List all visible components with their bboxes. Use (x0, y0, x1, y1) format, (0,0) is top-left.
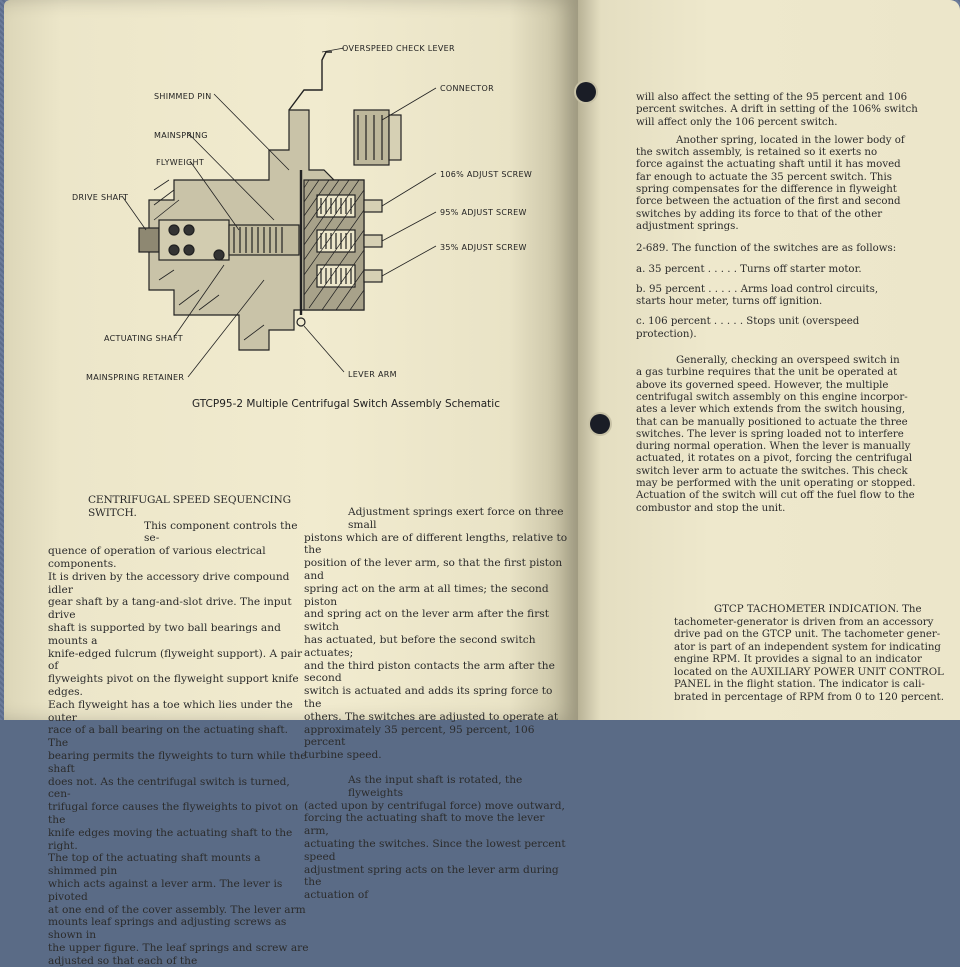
text-line: others. The switches are adjusted to operate at (304, 710, 559, 723)
text-line: protection). (636, 328, 697, 340)
text-line: percent switches. A drift in setting of the 106% switch (636, 104, 918, 116)
binder-hole-top (576, 82, 596, 102)
text-line: combustor and stop the unit. (636, 502, 786, 514)
text-line: mounts leaf springs and adjusting screws as shown in (48, 916, 287, 942)
label-106-adjust-screw: 106% ADJUST SCREW (440, 170, 533, 179)
text-line: a. 35 percent . . . . . Turns off starter motor. (636, 263, 862, 275)
text-line: that can be manually positioned to actuate the three (636, 416, 908, 428)
figure-caption: GTCP95-2 Multiple Centrifugal Switch Assembly Schematic (192, 398, 500, 410)
right-column-text (636, 92, 954, 515)
text-line: Generally, checking an overspeed switch in (676, 355, 900, 367)
text-line: adjustment springs. (636, 220, 739, 232)
text-line: This component controls the se- (144, 519, 298, 545)
text-line: It is driven by the accessory drive compound idler (48, 570, 290, 596)
text-line: and the third piston contacts the arm after the second (304, 659, 555, 685)
text-line: adjusted so that each of the (48, 954, 198, 967)
text-line: switches by adding its force to that of the other (636, 208, 883, 220)
text-line: above its governed speed. However, the multiple (636, 379, 889, 391)
text-line: will also affect the setting of the 95 percent and 106 (636, 92, 908, 103)
text-line: the upper figure. The leaf springs and screw are (48, 941, 309, 954)
text-line: located on the AUXILIARY POWER UNIT CONTROL (674, 666, 944, 678)
text-line: bearing permits the flyweights to turn while the shaft (48, 749, 307, 775)
text-line: Adjustment springs exert force on three small (348, 506, 564, 531)
text-line (636, 341, 954, 355)
text-line: engine RPM. It provides a signal to an indicator (674, 654, 922, 665)
label-overspeed-check-lever: OVERSPEED CHECK LEVER (342, 44, 455, 53)
text-line: (acted upon by centrifugal force) move outward, (304, 799, 565, 812)
label-mainspring: MAINSPRING (154, 131, 208, 140)
text-line: position of the lever arm, so that the first piston and (304, 557, 563, 582)
text-line: actuating the switches. Since the lowest percent speed (304, 837, 566, 863)
text-line: pistons which are of different lengths, relative to the (304, 531, 568, 557)
text-line: b. 95 percent . . . . . Arms load control circuits, (636, 283, 879, 295)
label-35-adjust-screw: 35% ADJUST SCREW (440, 243, 527, 252)
text-line: knife-edged fulcrum (flyweight support). A pair of (48, 647, 303, 673)
text-line: knife edges moving the actuating shaft to the right. (48, 826, 293, 852)
text-line: quence of operation of various electrical components. (48, 545, 266, 570)
text-line: and spring act on the lever arm after the first switch (304, 608, 549, 634)
text-line: flyweights pivot on the flyweight support knife edges. (48, 673, 299, 698)
text-line: c. 106 percent . . . . . Stops unit (overspeed (636, 316, 860, 328)
text-line: race of a ball bearing on the actuating shaft. The (48, 724, 288, 750)
left-page (4, 0, 578, 967)
left-column-text (48, 494, 310, 967)
label-lever-arm: LEVER ARM (348, 370, 397, 379)
text-line: ates a lever which extends from the switch housing, (636, 404, 906, 416)
text-line: a gas turbine requires that the unit be operated at (636, 367, 898, 379)
label-95-adjust-screw: 95% ADJUST SCREW (440, 208, 527, 217)
text-line (636, 276, 954, 284)
text-line: force between the actuation of the first and second (636, 196, 901, 208)
text-line: tachometer-generator is driven from an accessory (674, 616, 934, 628)
text-line: drive pad on the GTCP unit. The tachometer gener- (674, 629, 941, 640)
label-mainspring-retainer: MAINSPRING RETAINER (86, 373, 185, 382)
text-line: actuation of (304, 889, 369, 902)
text-line: Another spring, located in the lower body of (676, 134, 905, 146)
label-drive-shaft: DRIVE SHAFT (72, 193, 129, 202)
text-line: adjustment spring acts on the lever arm during the (304, 863, 559, 889)
text-line: force against the actuating shaft until it has moved (636, 159, 901, 171)
text-line: trifugal force causes the flyweights to pivot on the (48, 801, 299, 826)
label-shimmed-pin: SHIMMED PIN (154, 92, 212, 101)
text-line: PANEL in the flight station. The indicator is cali- (674, 679, 925, 690)
text-line: turbine speed. (304, 749, 382, 762)
text-line: does not. As the centrifugal switch is turned, cen- (48, 775, 290, 801)
label-actuating-shaft: ACTUATING SHAFT (104, 334, 183, 343)
text-line: brated in percentage of RPM from 0 to 120 percent. (674, 691, 945, 703)
text-line: forcing the actuating shaft to move the lever arm, (304, 812, 545, 838)
text-line (636, 233, 954, 243)
text-line: switches. The lever is spring loaded not to interfere (636, 428, 904, 440)
right-page (578, 0, 960, 720)
tachometer-section-text (674, 604, 958, 704)
text-line: ator is part of an independent system for indicating (674, 641, 941, 653)
text-line: far enough to actuate the 35 percent switch. This (636, 171, 892, 183)
text-line: approximately 35 percent, 95 percent, 106 percent (304, 723, 535, 749)
text-line: during normal operation. When the lever is manually (636, 441, 911, 453)
text-line: actuated, it rotates on a pivot, forcing the centrifugal (636, 453, 913, 465)
text-line: gear shaft by a tang-and-slot drive. The input drive (48, 596, 292, 622)
text-line: at one end of the cover assembly. The lever arm (48, 903, 306, 916)
text-line (304, 762, 572, 774)
text-line: 2-689. The function of the switches are as follows: (636, 243, 897, 255)
text-line: may be performed with the unit operating or stopped. (636, 478, 916, 490)
text-line: centrifugal switch assembly on this engine incorpor- (636, 391, 908, 403)
binder-hole-bottom (590, 414, 610, 434)
text-line: switch lever arm to actuate the switches. This check (636, 465, 908, 477)
text-line: the switch assembly, is retained so it exerts no (636, 147, 878, 159)
label-flyweight: FLYWEIGHT (156, 158, 205, 167)
text-line: starts hour meter, turns off ignition. (636, 296, 823, 308)
text-line (636, 256, 954, 264)
label-connector: CONNECTOR (440, 84, 494, 93)
text-line: spring compensates for the difference in flyweight (636, 184, 897, 196)
text-line: shaft is supported by two ball bearings and mounts a (48, 621, 281, 647)
text-line: The top of the actuating shaft mounts a shimmed pin (48, 852, 261, 878)
text-line: As the input shaft is rotated, the flyweights (348, 773, 523, 799)
text-line: has actuated, but before the second switch actuates; (304, 633, 536, 659)
text-line: spring act on the arm at all times; the second piston (304, 582, 549, 608)
section-heading: GTCP TACHOMETER INDICATION. The (714, 604, 922, 615)
text-line: will affect only the 106 percent switch. (636, 116, 838, 128)
text-line: Each flyweight has a toe which lies under the outer (48, 698, 293, 724)
text-line: Actuation of the switch will cut off the fuel flow to the (636, 490, 915, 502)
text-line: which acts against a lever arm. The lever is pivoted (48, 877, 283, 903)
text-line: switch is actuated and adds its spring force to the (304, 685, 553, 710)
middle-column-text (304, 506, 572, 902)
section-heading: CENTRIFUGAL SPEED SEQUENCING SWITCH. (88, 494, 291, 519)
